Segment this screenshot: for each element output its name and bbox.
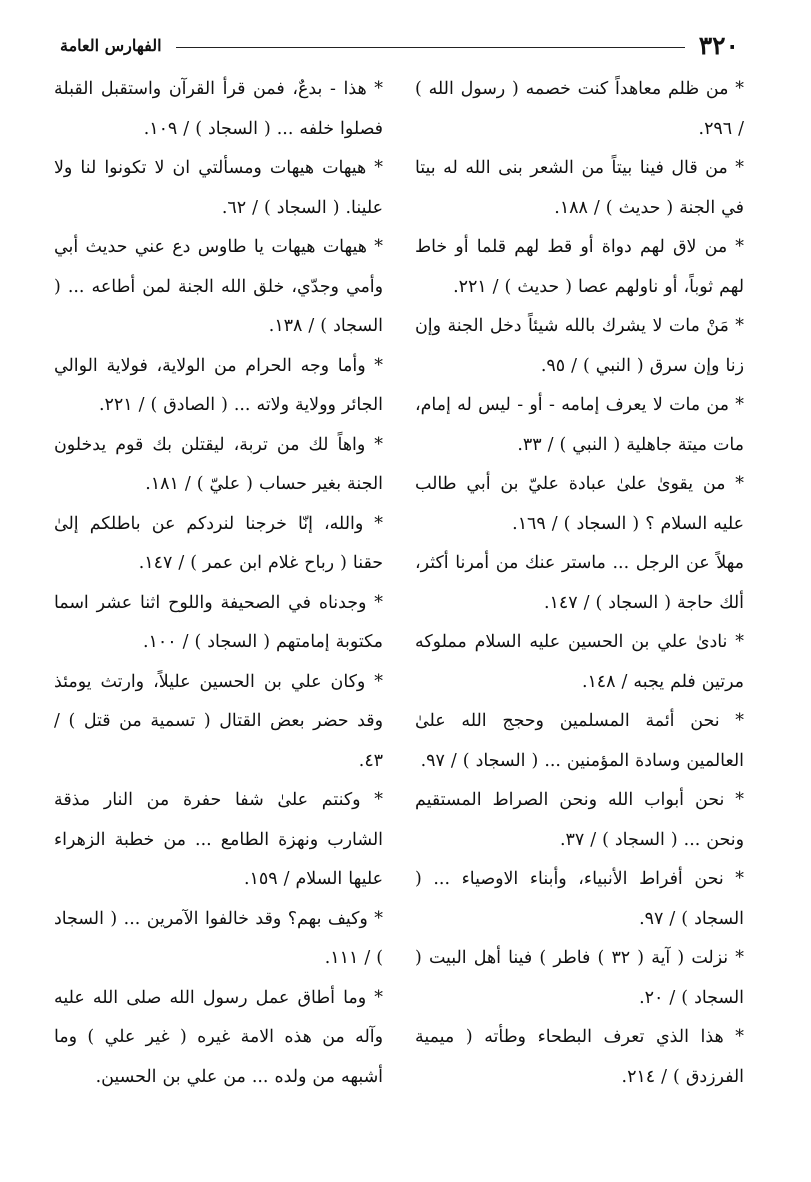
index-entry: * من يقوىٰ علىٰ عبادة عليّ بن أبي طالب عليه السلام ؟ ( السجاد ) / ١٦٩. bbox=[415, 474, 744, 534]
index-entry: مهلاً عن الرجل ... ماستر عنك من أمرنا أكثر، ألك حاجة ( السجاد ) / ١٤٧. bbox=[415, 553, 744, 613]
index-columns bbox=[54, 70, 744, 1130]
index-entry: * من مات لا يعرف إمامه - أو - ليس له إمام، مات ميتة جاهلية ( النبي ) / ٣٣. bbox=[415, 395, 744, 455]
right-column bbox=[415, 70, 744, 1130]
index-entry: * هذا الذي تعرف البطحاء وطأته ( ميمية الفرزدق ) / ٢١٤. bbox=[415, 1027, 744, 1087]
index-entry: * مَنْ مات لا يشرك بالله شيئاً دخل الجنة وإن زنا وإن سرق ( النبي ) / ٩٥. bbox=[415, 316, 744, 376]
index-entry: * من قال فينا بيتاً من الشعر بنى الله له بيتا في الجنة ( حديث ) / ١٨٨. bbox=[415, 158, 744, 218]
header-rule bbox=[176, 47, 685, 48]
index-entry: * هذا - بدعٌ، فمن قرأ القرآن واستقبل القبلة فصلوا خلفه ... ( السجاد ) / ١٠٩. bbox=[54, 79, 383, 139]
running-title: الفهارس العامة bbox=[60, 35, 162, 55]
index-entry: * وكنتم علىٰ شفا حفرة من النار مذقة الشارب ونهزة الطامع ... من خطبة الزهراء عليها السلام / ١٥٩. bbox=[54, 790, 383, 889]
index-entry: * وكيف بهم؟ وقد خالفوا الآمرين ... ( السجاد ) / ١١١. bbox=[54, 908, 383, 968]
index-entry: * من لاق لهم دواة أو قط لهم قلما أو خاط لهم ثوباً، أو ناولهم عصا ( حديث ) / ٢٢١. bbox=[415, 237, 744, 297]
page-header bbox=[60, 28, 739, 62]
index-entry: * وجدناه في الصحيفة واللوح اثنا عشر اسما مكتوبة إمامتهم ( السجاد ) / ١٠٠. bbox=[54, 592, 383, 652]
index-entry: * وأما وجه الحرام من الولاية، فولاية الوالي الجائر وولاية ولاته ... ( الصادق ) / ٢٢١. bbox=[54, 355, 383, 415]
index-entry: * نادىٰ علي بن الحسين عليه السلام مملوكه مرتين فلم يجبه / ١٤٨. bbox=[415, 632, 744, 692]
index-entry: * من ظلم معاهداً كنت خصمه ( رسول الله ) / ٢٩٦. bbox=[415, 79, 744, 139]
index-entry: * نحن أفراط الأنبياء، وأبناء الاوصياء ... ( السجاد ) / ٩٧. bbox=[415, 869, 744, 929]
left-column bbox=[54, 70, 383, 1130]
index-entry: * نحن أبواب الله ونحن الصراط المستقيم ونحن ... ( السجاد ) / ٣٧. bbox=[415, 790, 744, 850]
index-entry: * نحن أئمة المسلمين وحجج الله علىٰ العالمين وسادة المؤمنين ... ( السجاد ) / ٩٧. bbox=[415, 711, 744, 771]
index-entry: * وكان علي بن الحسين عليلاً، وارتث يومئذ وقد حضر بعض القتال ( تسمية من قتل ) / ٤٣. bbox=[54, 671, 383, 771]
index-entry: * وما أطاق عمل رسول الله صلى الله عليه وآله من هذه الامة غيره ( غير علي ) وما أشبهه من ولده ... من علي بن الحسين. bbox=[54, 987, 383, 1087]
index-entry: * هيهات هيهات يا طاوس دع عني حديث أبي وأمي وجدّي، خلق الله الجنة لمن أطاعه ... ( السجاد ) / ١٣٨. bbox=[54, 237, 383, 336]
page-number: ٣٢٠ bbox=[698, 30, 739, 60]
index-entry: * نزلت ( آية ( ٣٢ ) فاطر ) فينا أهل البيت ( السجاد ) / ٢٠. bbox=[415, 948, 744, 1008]
index-entry: * هيهات هيهات ومسألتي ان لا تكونوا لنا ولا علينا. ( السجاد ) / ٦٢. bbox=[54, 158, 383, 218]
index-entry: * والله، إنّا خرجنا لنردكم عن باطلكم إلىٰ حقنا ( رباح غلام ابن عمر ) / ١٤٧. bbox=[54, 513, 383, 573]
index-entry: * واهاً لك من تربة، ليقتلن بك قوم يدخلون الجنة بغير حساب ( عليّ ) / ١٨١. bbox=[54, 434, 383, 494]
